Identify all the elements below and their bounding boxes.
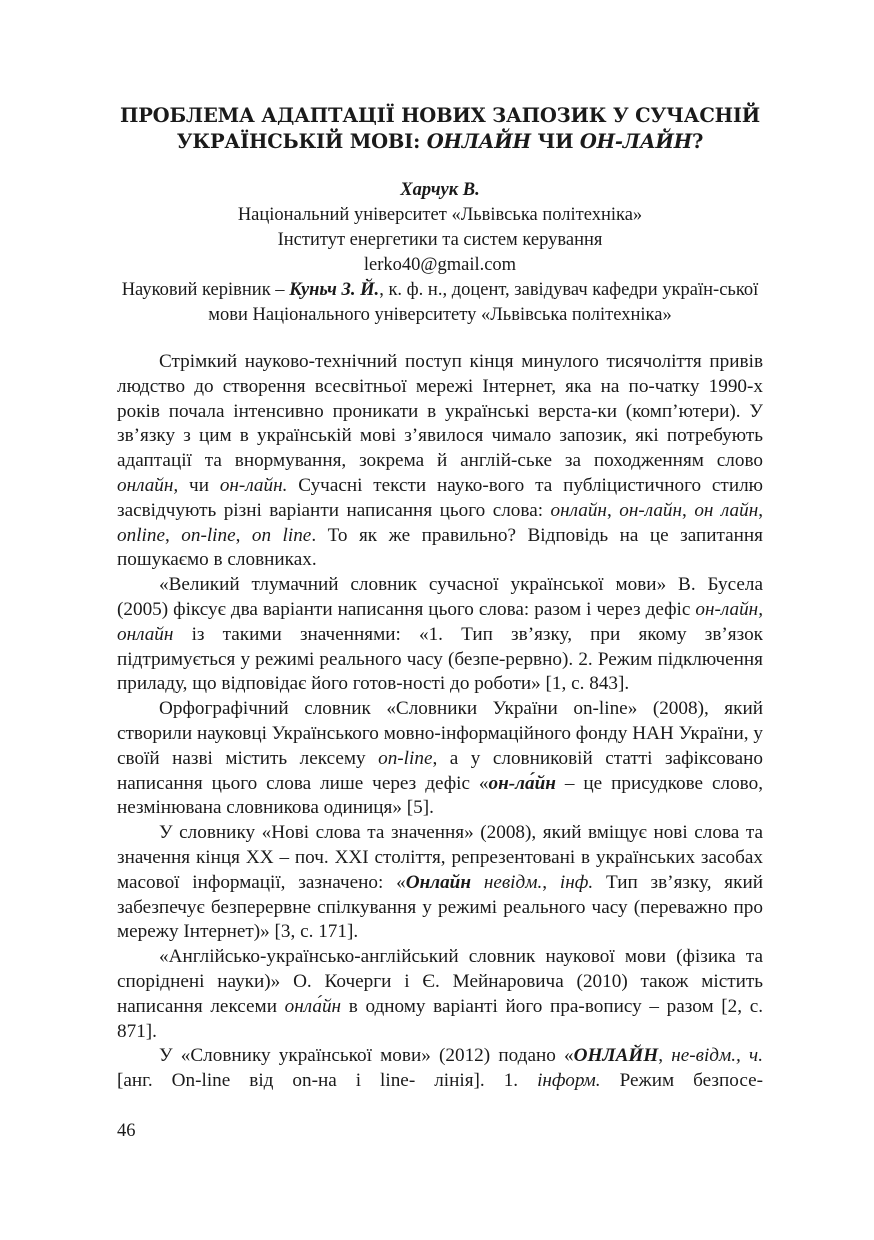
term-variant: он-лайн, онлайн — [117, 598, 763, 645]
title-line-2 — [120, 129, 760, 155]
term-variant: он лайн — [694, 499, 759, 521]
paragraph-3 — [117, 697, 763, 821]
title-term-on-line: ОН-ЛАЙН — [579, 130, 692, 153]
title-connector: ЧИ — [530, 130, 580, 153]
grammar-note: інф. — [559, 871, 594, 893]
article-title — [120, 103, 760, 155]
paragraph-1 — [117, 350, 763, 573]
supervisor-label: Науковий керівник – — [121, 280, 290, 300]
term-variant: он-лайн — [619, 499, 683, 521]
paragraph-4 — [117, 821, 763, 945]
paragraph-2 — [117, 573, 763, 697]
headword: Онлайн — [405, 871, 472, 893]
term-variant: online — [117, 524, 165, 546]
text-run: із такими значеннями: «1. Тип зв’язку, при якому зв’язок підтримується у режимі реального часу (безпе-рервно). 2. Режим підключення приладу, що відповідає його готов-ності до роботи» [1, с. 843]. — [117, 623, 763, 695]
author-email: lerko40@gmail.com — [363, 255, 517, 275]
term-variant: on-line — [378, 747, 433, 769]
text-run: [анг. On-line від on-на і line- лінія]. 1. — [117, 1070, 538, 1092]
paragraph-6 — [117, 1044, 763, 1094]
text-run: , — [235, 524, 252, 546]
headword: ОНЛАЙН — [573, 1045, 659, 1067]
grammar-note: невідм. — [471, 871, 543, 893]
title-line-1: ПРОБЛЕМА АДАПТАЦІЇ НОВИХ ЗАПОЗИК У СУЧАСНІЙ — [120, 104, 761, 127]
headword: он-ла́йн — [488, 772, 556, 794]
term-variant: онла́йн — [284, 995, 342, 1017]
author-block — [112, 178, 768, 328]
paragraph-5 — [117, 945, 763, 1044]
title-term-online: ОНЛАЙН — [426, 130, 531, 153]
term-variant: он-лайн. — [219, 474, 288, 496]
text-run: Стрімкий науково-технічний поступ кінця минулого тисячоліття привів людство до створення всесвітньої мережі Інтернет, яка на по-чатку 1990-х років почала інтенсивно проникати в українські верста-ки (комп’ютери). У зв’язку з цим в українській мові з’явилося чимало запозик, які потребують адаптації та внормування, зокрема й англій-ське за походженням слово — [117, 351, 763, 472]
text-run: чи — [178, 474, 220, 496]
term-variant: онлайн — [550, 499, 607, 521]
text-run: в одному варіанті його пра-вопису – разом [2, с. 871]. — [117, 995, 764, 1042]
author-university: Національний університет «Львівська політехніка» — [237, 205, 643, 225]
grammar-note: не-відм., ч. — [671, 1045, 763, 1067]
text-run: , — [758, 499, 764, 521]
text-run: У «Словнику української мови» (2012) подано « — [159, 1045, 574, 1067]
title-question-mark: ? — [691, 130, 704, 153]
text-run: , — [682, 499, 695, 521]
article-body — [117, 350, 763, 1094]
supervisor-line — [112, 278, 768, 328]
text-run: «Великий тлумачний словник сучасної української мови» В. Бусела (2005) фіксує два варіанти написання цього слова: разом і через дефіс — [117, 574, 763, 620]
text-run: Тип зв’язку, який забезпечує безперервне спілкування у режимі реального часу (переважно про мережу Інтернет)» [3, с. 171]. — [117, 871, 763, 943]
text-run: , — [606, 499, 620, 521]
page-number: 46 — [117, 1121, 136, 1141]
term-variant: онлайн, — [117, 474, 179, 496]
grammar-note: інформ. — [537, 1070, 601, 1092]
supervisor-name: Куньч З. Й. — [289, 280, 380, 300]
text-run: Режим безпосе- — [600, 1070, 763, 1092]
text-run: Орфографічний словник «Словники України on-line» (2008), який створили науковці Українського мовно-інформаційного фонду НАН України, у своїй назві містить лексему — [117, 698, 763, 769]
text-run: – це присудкове слово, незмінювана словникова одиниця» [5]. — [117, 772, 764, 819]
term-variant: on-line — [181, 524, 236, 546]
text-run: , — [658, 1045, 672, 1067]
supervisor-details: , к. ф. н., доцент, завідувач кафедри україн-ської мови Національного університету «Львівська політехніка» — [208, 280, 759, 325]
text-run: , — [542, 871, 560, 893]
text-run: , а у словниковій статті зафіксовано написання цього слова лише через дефіс « — [117, 747, 764, 794]
text-run: «Англійсько-українсько-англійський словник наукової мови (фізика та споріднені науки)» О. Кочерги і Є. Мейнаровича (2010) також містить написання лексеми — [117, 946, 763, 1017]
term-variant: on line — [251, 524, 312, 546]
author-institute: Інститут енергетики та систем керування — [277, 230, 603, 250]
text-run: У словнику «Нові слова та значення» (2008), який вміщує нові слова та значення кінця XX – поч. XXI століття, репрезентовані в українських засобах масової інформації, зазначено: « — [117, 822, 763, 893]
author-name: Харчук В. — [400, 180, 480, 200]
text-run: Сучасні тексти науко-вого та публіцистичного стилю засвідчують різні варіанти написання цього слова: — [117, 474, 763, 521]
text-run: , — [164, 524, 182, 546]
text-run: . То як же правильно? Відповідь на це запитання пошукаємо в словниках. — [117, 524, 763, 571]
title-prefix: УКРАЇНСЬКІЙ МОВІ: — [176, 130, 427, 153]
